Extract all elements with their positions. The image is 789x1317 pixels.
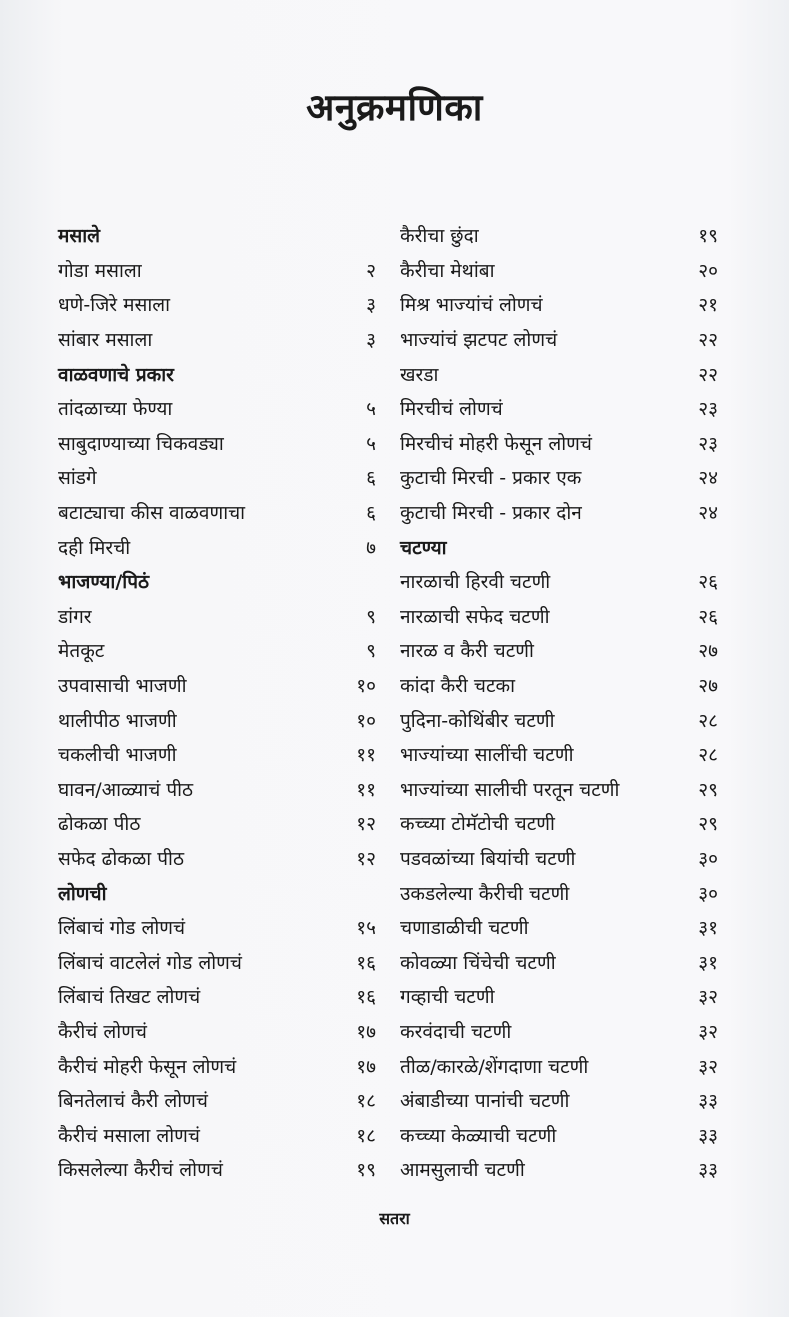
toc-right-column (400, 218, 718, 1187)
toc-page-number: १५ (356, 917, 376, 940)
toc-entry (58, 426, 376, 461)
toc-page-number: २८ (698, 709, 718, 732)
toc-entry (400, 1117, 718, 1152)
toc-page-number: २९ (698, 813, 718, 836)
toc-entry-label: पडवळांच्या बियांची चटणी (400, 847, 576, 870)
toc-entry (400, 772, 718, 807)
toc-entry-label: उपवासाची भाजणी (58, 675, 187, 698)
toc-left-column (58, 218, 376, 1187)
toc-entry (400, 910, 718, 945)
toc-entry-label: घावन/आळ्याचं पीठ (58, 778, 194, 801)
toc-page-number: १७ (356, 1020, 376, 1043)
toc-entry-label: दही मिरची (58, 536, 131, 559)
toc-entry-label: मिरचीचं मोहरी फेसून लोणचं (400, 432, 592, 455)
toc-entry-label: कच्च्या केळ्याची चटणी (400, 1124, 557, 1147)
section-heading-label: चटण्या (400, 536, 447, 559)
toc-entry-label: लिंबाचं वाटलेलं गोड लोणचं (58, 951, 242, 974)
toc-entry (58, 668, 376, 703)
toc-entry-label: नारळाची सफेद चटणी (400, 605, 550, 628)
toc-page-number: २७ (698, 675, 718, 698)
toc-entry (400, 806, 718, 841)
section-heading (58, 875, 376, 910)
toc-entry-label: आमसुलाची चटणी (400, 1159, 525, 1182)
toc-page-number: १७ (356, 1055, 376, 1078)
toc-entry-label: भाज्यांचं झटपट लोणचं (400, 329, 558, 352)
toc-page-number: ३३ (698, 1124, 718, 1147)
toc-entry (400, 322, 718, 357)
toc-page-number: २४ (698, 502, 718, 525)
toc-page-number: ११ (356, 744, 376, 767)
toc-entry-label: खरडा (400, 363, 439, 386)
toc-page-number: ५ (366, 432, 376, 455)
toc-page-number: ३१ (698, 917, 718, 940)
toc-entry (58, 1083, 376, 1118)
section-heading (400, 529, 718, 564)
toc-entry-label: बिनतेलाचं कैरी लोणचं (58, 1090, 208, 1113)
toc-page-number: १९ (356, 1159, 376, 1182)
toc-page-number: २२ (698, 329, 718, 352)
toc-entry (58, 529, 376, 564)
toc-entry (400, 1083, 718, 1118)
toc-entry (58, 1117, 376, 1152)
toc-page-number: १२ (356, 847, 376, 870)
toc-entry-label: कैरीचं लोणचं (58, 1020, 147, 1043)
toc-entry (58, 910, 376, 945)
toc-entry-label: कुटाची मिरची - प्रकार एक (400, 467, 582, 490)
toc-page-number: १८ (356, 1124, 376, 1147)
toc-entry (400, 253, 718, 288)
toc-page-number: २० (698, 259, 718, 282)
toc-page-number: ३२ (698, 1020, 718, 1043)
toc-entry-label: लिंबाचं तिखट लोणचं (58, 986, 201, 1009)
toc-entry (58, 633, 376, 668)
toc-entry-label: अंबाडीच्या पानांची चटणी (400, 1090, 570, 1113)
toc-entry-label: गव्हाची चटणी (400, 986, 495, 1009)
toc-page-number: ३२ (698, 1055, 718, 1078)
toc-entry (58, 460, 376, 495)
toc-page-number: ६ (366, 502, 376, 525)
toc-entry (400, 1048, 718, 1083)
toc-page-number: १८ (356, 1090, 376, 1113)
toc-entry-label: सांडगे (58, 467, 97, 490)
section-heading-label: लोणची (58, 882, 107, 905)
toc-page-number: २१ (698, 294, 718, 317)
toc-entry-label: कैरीचा छुंदा (400, 225, 479, 248)
toc-entry (58, 806, 376, 841)
section-heading (58, 218, 376, 253)
toc-entry (400, 218, 718, 253)
section-heading-label: वाळवणाचे प्रकार (58, 363, 174, 386)
toc-page-number: २९ (698, 778, 718, 801)
toc-entry-label: भाज्यांच्या सालीची परतून चटणी (400, 778, 620, 801)
toc-entry (400, 875, 718, 910)
toc-page-number: १६ (356, 951, 376, 974)
toc-entry-label: कैरीचं मोहरी फेसून लोणचं (58, 1055, 237, 1078)
toc-page-number: २८ (698, 744, 718, 767)
toc-page-number: ११ (356, 778, 376, 801)
toc-page-number: ५ (366, 398, 376, 421)
toc-entry-label: कच्च्या टोमॅटोची चटणी (400, 813, 555, 836)
section-heading-label: मसाले (58, 225, 101, 248)
toc-entry-label: कुटाची मिरची - प्रकार दोन (400, 502, 582, 525)
toc-page-number: ३१ (698, 951, 718, 974)
toc-entry-label: पुदिना-कोथिंबीर चटणी (400, 709, 555, 732)
toc-entry-label: कैरीचं मसाला लोणचं (58, 1124, 200, 1147)
toc-entry-label: थालीपीठ भाजणी (58, 709, 177, 732)
toc-entry (400, 564, 718, 599)
toc-page-number: २२ (698, 363, 718, 386)
toc-entry (58, 599, 376, 634)
section-heading (58, 356, 376, 391)
toc-entry-label: मिरचीचं लोणचं (400, 398, 503, 421)
toc-entry (400, 702, 718, 737)
toc-entry (58, 1152, 376, 1187)
toc-entry-label: गोडा मसाला (58, 259, 142, 282)
toc-entry-label: सफेद ढोकळा पीठ (58, 847, 184, 870)
toc-page-number: २६ (698, 605, 718, 628)
page-number-footer: सतरा (379, 1209, 410, 1228)
toc-page-number: २६ (698, 571, 718, 594)
toc-entry (400, 426, 718, 461)
toc-page-number: ७ (366, 536, 376, 559)
toc-page-number: ३० (698, 882, 718, 905)
toc-entry (58, 391, 376, 426)
toc-entry-label: साबुदाण्याच्या चिकवड्या (58, 432, 224, 455)
toc-page-number: २३ (698, 432, 718, 455)
toc-page-number: ९ (366, 605, 376, 628)
toc-entry-label: भाज्यांच्या सालींची चटणी (400, 744, 574, 767)
toc-entry-label: मिश्र भाज्यांचं लोणचं (400, 294, 543, 317)
toc-page-number: ३ (366, 294, 376, 317)
toc-entry-label: डांगर (58, 605, 92, 628)
toc-entry (58, 979, 376, 1014)
toc-entry (400, 287, 718, 322)
toc-entry (58, 322, 376, 357)
toc-page-number: १९ (698, 225, 718, 248)
toc-entry-label: धणे-जिरे मसाला (58, 294, 171, 317)
toc-page-number: १२ (356, 813, 376, 836)
toc-entry (58, 772, 376, 807)
toc-entry-label: चकलीची भाजणी (58, 744, 177, 767)
toc-page-number: ३२ (698, 986, 718, 1009)
toc-entry (400, 495, 718, 530)
toc-page-number: ९ (366, 640, 376, 663)
toc-entry-label: उकडलेल्या कैरीची चटणी (400, 882, 570, 905)
toc-entry-label: चणाडाळीची चटणी (400, 917, 529, 940)
toc-entry (400, 944, 718, 979)
section-heading (58, 564, 376, 599)
toc-entry-label: कैरीचा मेथांबा (400, 259, 495, 282)
toc-entry-label: कोवळ्या चिंचेची चटणी (400, 951, 556, 974)
toc-entry-label: तीळ/कारळे/शेंगदाणा चटणी (400, 1055, 589, 1078)
toc-entry (58, 287, 376, 322)
toc-page-number: १० (356, 675, 376, 698)
toc-page-number: ३० (698, 847, 718, 870)
section-heading-label: भाजण्या/पिठं (58, 571, 150, 594)
toc-page-number: ३३ (698, 1090, 718, 1113)
toc-entry-label: सांबार मसाला (58, 329, 153, 352)
toc-entry (400, 633, 718, 668)
toc-page-number: २ (366, 259, 376, 282)
toc-entry-label: नारळ व कैरी चटणी (400, 640, 534, 663)
toc-entry-label: नारळाची हिरवी चटणी (400, 571, 551, 594)
toc-entry (58, 841, 376, 876)
toc-entry (400, 979, 718, 1014)
toc-page-number: ३३ (698, 1159, 718, 1182)
toc-entry (58, 253, 376, 288)
toc-entry (400, 599, 718, 634)
toc-entry (58, 495, 376, 530)
toc-entry-label: किसलेल्या कैरीचं लोणचं (58, 1159, 223, 1182)
toc-entry-label: कांदा कैरी चटका (400, 675, 516, 698)
toc-page-number: ६ (366, 467, 376, 490)
toc-entry-label: तांदळाच्या फेण्या (58, 398, 173, 421)
toc-entry (400, 460, 718, 495)
toc-entry (58, 1014, 376, 1049)
toc-entry (58, 1048, 376, 1083)
toc-entry (400, 356, 718, 391)
toc-entry-label: मेतकूट (58, 640, 105, 663)
toc-entry-label: लिंबाचं गोड लोणचं (58, 917, 186, 940)
toc-entry (400, 1014, 718, 1049)
page-title: अनुक्रमणिका (306, 86, 483, 129)
toc-entry (400, 841, 718, 876)
toc-page-number: २७ (698, 640, 718, 663)
toc-entry (400, 668, 718, 703)
toc-entry (400, 1152, 718, 1187)
toc-entry (400, 737, 718, 772)
toc-page-number: २३ (698, 398, 718, 421)
toc-entry (58, 702, 376, 737)
toc-entry (58, 944, 376, 979)
toc-entry-label: करवंदाची चटणी (400, 1020, 512, 1043)
toc-entry-label: ढोकळा पीठ (58, 813, 141, 836)
toc-entry (58, 737, 376, 772)
toc-page-number: १६ (356, 986, 376, 1009)
toc-entry-label: बटाट्याचा कीस वाळवणाचा (58, 502, 246, 525)
toc-entry (400, 391, 718, 426)
toc-page-number: २४ (698, 467, 718, 490)
toc-page-number: १० (356, 709, 376, 732)
toc-page-number: ३ (366, 329, 376, 352)
